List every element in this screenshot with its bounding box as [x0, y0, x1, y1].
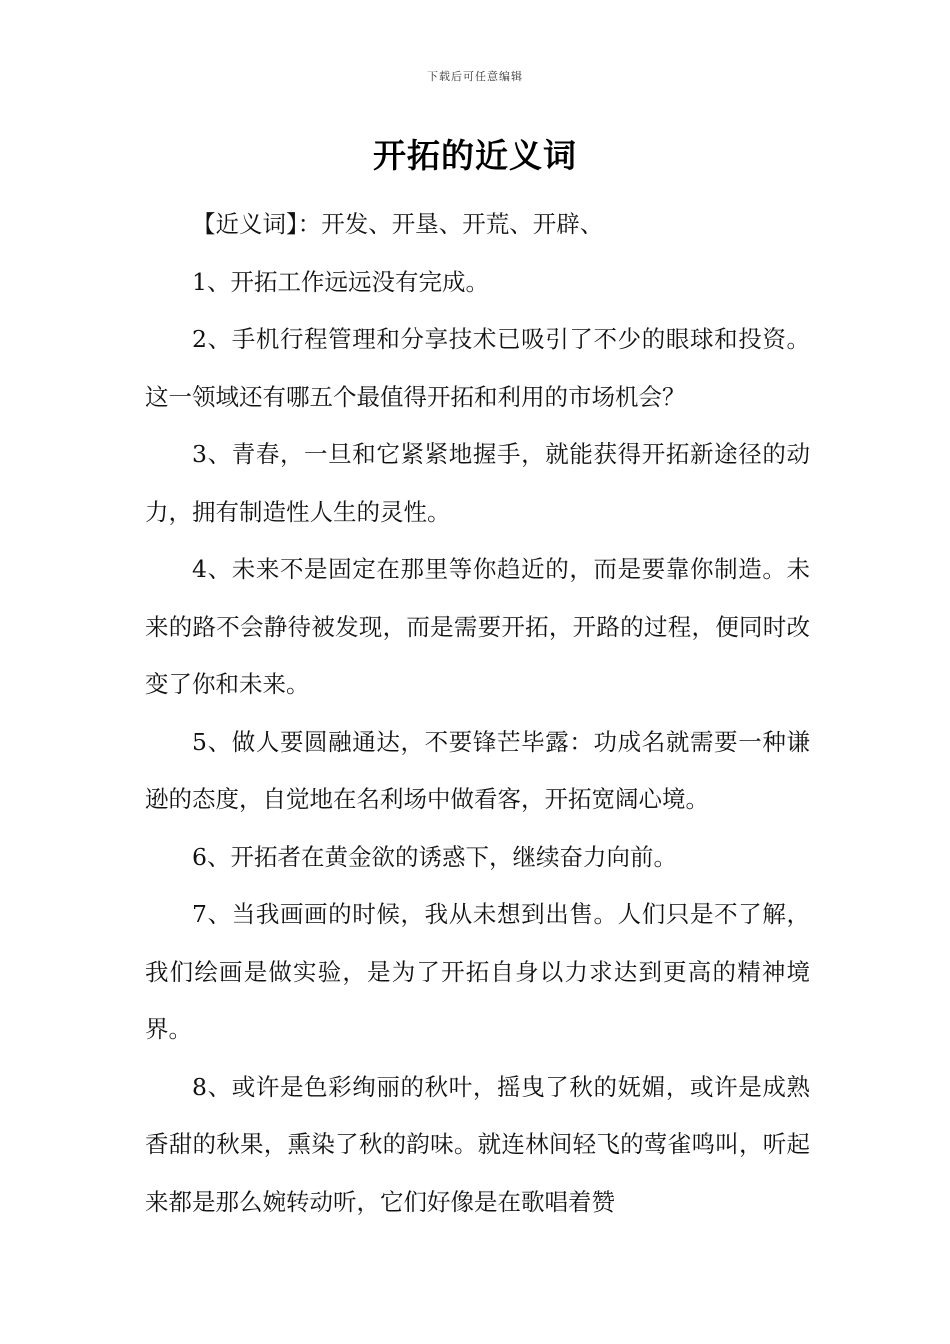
example-sentence-8: 8、或许是色彩绚丽的秋叶，摇曳了秋的妩媚，或许是成熟香甜的秋果，熏染了秋的韵味。就连林间轻飞的莺雀鸣叫，听起来都是那么婉转动听，它们好像是在歌唱着赞 — [145, 1072, 810, 1216]
example-sentence-4: 4、未来不是固定在那里等你趋近的，而是要靠你制造。未来的路不会静待被发现，而是需要开拓，开路的过程，便同时改变了你和未来。 — [145, 555, 810, 698]
example-sentence-1: 1、开拓工作远远没有完成。 — [192, 267, 489, 296]
example-sentence-3: 3、青春，一旦和它紧紧地握手，就能获得开拓新途径的动力，拥有制造性人生的灵性。 — [145, 440, 810, 526]
page-title: 开拓的近义词 — [373, 136, 577, 175]
header-note: 下载后可任意编辑 — [427, 70, 523, 83]
synonyms-paragraph: 【近义词】：开发、开垦、开荒、开辟、 — [192, 210, 604, 238]
example-sentence-2: 2、手机行程管理和分享技术已吸引了不少的眼球和投资。这一领域还有哪五个最值得开拓和利用的市场机会？ — [145, 325, 810, 411]
example-sentence-7: 7、当我画画的时候，我从未想到出售。人们只是不了解，我们绘画是做实验，是为了开拓自身以力求达到更高的精神境界。 — [145, 900, 810, 1043]
example-sentence-5: 5、做人要圆融通达，不要锋芒毕露：功成名就需要一种谦逊的态度，自觉地在名利场中做看客，开拓宽阔心境。 — [145, 727, 810, 813]
example-sentence-6: 6、开拓者在黄金欲的诱惑下，继续奋力向前。 — [192, 842, 677, 871]
document-body — [145, 196, 810, 1231]
